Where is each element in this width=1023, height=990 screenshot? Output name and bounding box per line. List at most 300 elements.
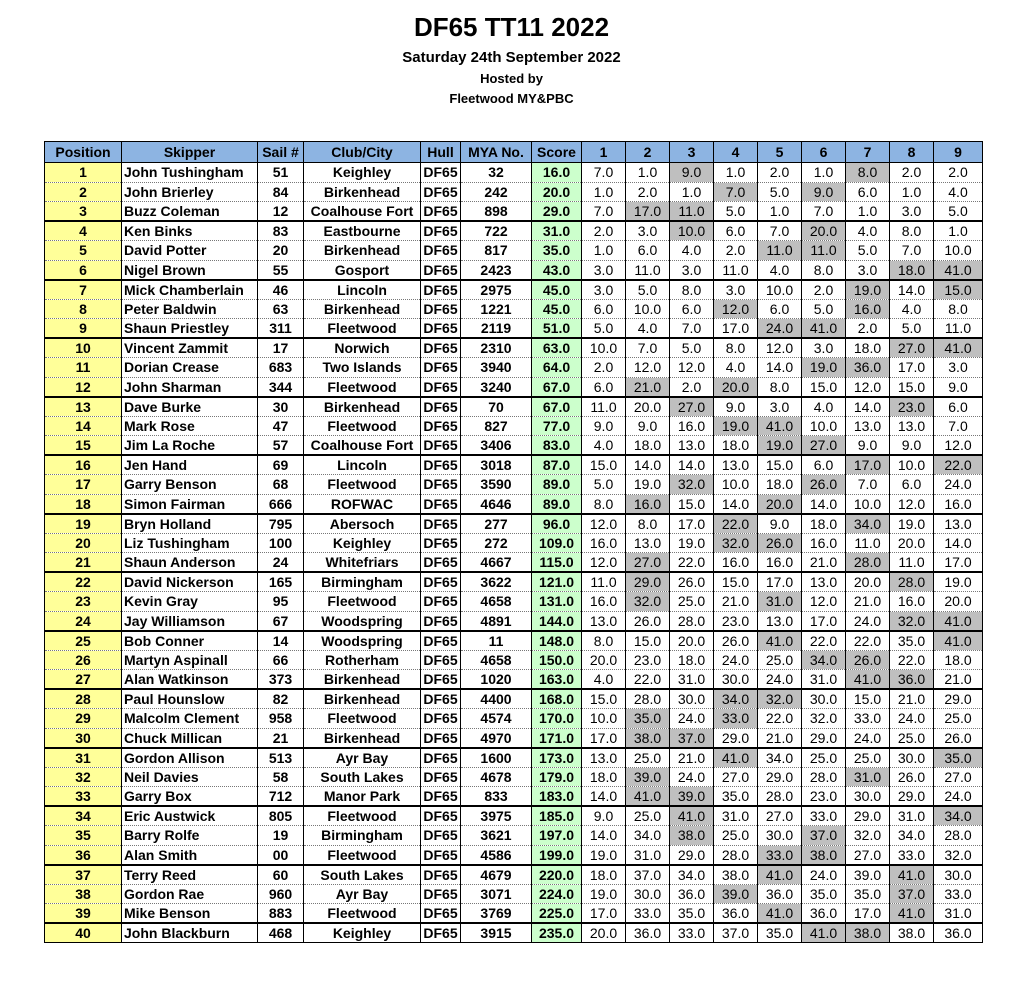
race-result-cell: 20.0 bbox=[802, 221, 846, 241]
race-result-cell: 2.0 bbox=[582, 358, 626, 378]
club-cell: Whitefriars bbox=[304, 553, 421, 573]
race-result-cell: 21.0 bbox=[802, 553, 846, 573]
race-result-cell: 37.0 bbox=[714, 923, 758, 943]
race-result-cell: 8.0 bbox=[758, 377, 802, 397]
race-result-cell: 24.0 bbox=[670, 767, 714, 787]
sail-number-cell: 95 bbox=[258, 592, 304, 612]
skipper-cell: John Brierley bbox=[122, 182, 258, 202]
race-result-cell: 33.0 bbox=[626, 904, 670, 924]
club-cell: Fleetwood bbox=[304, 806, 421, 826]
hull-cell: DF65 bbox=[421, 436, 461, 456]
club-cell: Fleetwood bbox=[304, 377, 421, 397]
table-row bbox=[45, 806, 983, 826]
race-result-cell: 9.0 bbox=[758, 514, 802, 534]
column-header: 6 bbox=[802, 142, 846, 163]
score-cell: 89.0 bbox=[532, 494, 582, 514]
race-result-cell: 19.0 bbox=[670, 533, 714, 553]
race-result-cell: 22.0 bbox=[670, 553, 714, 573]
mya-number-cell: 3071 bbox=[461, 884, 532, 904]
race-result-cell: 36.0 bbox=[802, 904, 846, 924]
table-row bbox=[45, 358, 983, 378]
race-result-cell: 25.0 bbox=[846, 748, 890, 768]
race-result-cell: 10.0 bbox=[626, 299, 670, 319]
race-result-cell: 29.0 bbox=[802, 728, 846, 748]
race-result-cell: 22.0 bbox=[758, 709, 802, 729]
position-cell: 35 bbox=[45, 826, 122, 846]
score-cell: 197.0 bbox=[532, 826, 582, 846]
race-result-cell: 24.0 bbox=[846, 728, 890, 748]
skipper-cell: Ken Binks bbox=[122, 221, 258, 241]
race-result-cell: 7.0 bbox=[626, 338, 670, 358]
race-result-cell: 26.0 bbox=[846, 650, 890, 670]
skipper-cell: Mike Benson bbox=[122, 904, 258, 924]
score-cell: 96.0 bbox=[532, 514, 582, 534]
hull-cell: DF65 bbox=[421, 299, 461, 319]
club-cell: Fleetwood bbox=[304, 416, 421, 436]
skipper-cell: Mark Rose bbox=[122, 416, 258, 436]
race-result-cell: 23.0 bbox=[714, 611, 758, 631]
race-result-cell: 16.0 bbox=[582, 533, 626, 553]
hull-cell: DF65 bbox=[421, 884, 461, 904]
race-result-cell: 22.0 bbox=[714, 514, 758, 534]
race-result-cell: 21.0 bbox=[890, 689, 934, 709]
hull-cell: DF65 bbox=[421, 533, 461, 553]
hull-cell: DF65 bbox=[421, 767, 461, 787]
mya-number-cell: 4891 bbox=[461, 611, 532, 631]
club-cell: Fleetwood bbox=[304, 845, 421, 865]
position-cell: 14 bbox=[45, 416, 122, 436]
hull-cell: DF65 bbox=[421, 514, 461, 534]
race-result-cell: 25.0 bbox=[758, 650, 802, 670]
race-result-cell: 41.0 bbox=[758, 416, 802, 436]
race-result-cell: 30.0 bbox=[714, 670, 758, 690]
race-result-cell: 30.0 bbox=[626, 884, 670, 904]
race-result-cell: 32.0 bbox=[934, 845, 983, 865]
race-result-cell: 13.0 bbox=[582, 611, 626, 631]
race-result-cell: 18.0 bbox=[670, 650, 714, 670]
race-result-cell: 7.0 bbox=[934, 416, 983, 436]
race-result-cell: 23.0 bbox=[802, 787, 846, 807]
mya-number-cell: 1600 bbox=[461, 748, 532, 768]
skipper-cell: Bryn Holland bbox=[122, 514, 258, 534]
position-cell: 13 bbox=[45, 397, 122, 417]
race-result-cell: 6.0 bbox=[582, 299, 626, 319]
hull-cell: DF65 bbox=[421, 748, 461, 768]
position-cell: 12 bbox=[45, 377, 122, 397]
skipper-cell: Malcolm Clement bbox=[122, 709, 258, 729]
race-result-cell: 1.0 bbox=[802, 163, 846, 183]
race-result-cell: 25.0 bbox=[626, 806, 670, 826]
mya-number-cell: 2975 bbox=[461, 280, 532, 300]
race-result-cell: 26.0 bbox=[714, 631, 758, 651]
sail-number-cell: 311 bbox=[258, 319, 304, 339]
race-result-cell: 29.0 bbox=[934, 689, 983, 709]
race-result-cell: 38.0 bbox=[670, 826, 714, 846]
club-cell: Birmingham bbox=[304, 572, 421, 592]
column-header: 9 bbox=[934, 142, 983, 163]
race-result-cell: 24.0 bbox=[890, 709, 934, 729]
hull-cell: DF65 bbox=[421, 689, 461, 709]
score-cell: 77.0 bbox=[532, 416, 582, 436]
race-result-cell: 2.0 bbox=[890, 163, 934, 183]
score-cell: 83.0 bbox=[532, 436, 582, 456]
score-cell: 170.0 bbox=[532, 709, 582, 729]
skipper-cell: Garry Benson bbox=[122, 475, 258, 495]
race-result-cell: 8.0 bbox=[582, 494, 626, 514]
race-result-cell: 12.0 bbox=[846, 377, 890, 397]
club-cell: ROFWAC bbox=[304, 494, 421, 514]
race-result-cell: 4.0 bbox=[802, 397, 846, 417]
race-result-cell: 4.0 bbox=[934, 182, 983, 202]
skipper-cell: John Tushingham bbox=[122, 163, 258, 183]
race-result-cell: 28.0 bbox=[670, 611, 714, 631]
skipper-cell: Peter Baldwin bbox=[122, 299, 258, 319]
mya-number-cell: 4574 bbox=[461, 709, 532, 729]
hull-cell: DF65 bbox=[421, 221, 461, 241]
race-result-cell: 1.0 bbox=[714, 163, 758, 183]
sail-number-cell: 30 bbox=[258, 397, 304, 417]
race-result-cell: 7.0 bbox=[714, 182, 758, 202]
column-header: MYA No. bbox=[461, 142, 532, 163]
race-result-cell: 33.0 bbox=[890, 845, 934, 865]
race-result-cell: 20.0 bbox=[934, 592, 983, 612]
race-result-cell: 26.0 bbox=[670, 572, 714, 592]
hull-cell: DF65 bbox=[421, 670, 461, 690]
race-result-cell: 8.0 bbox=[934, 299, 983, 319]
table-row bbox=[45, 514, 983, 534]
club-cell: Fleetwood bbox=[304, 592, 421, 612]
race-result-cell: 7.0 bbox=[890, 241, 934, 261]
race-result-cell: 15.0 bbox=[802, 377, 846, 397]
hull-cell: DF65 bbox=[421, 338, 461, 358]
sail-number-cell: 60 bbox=[258, 865, 304, 885]
race-result-cell: 41.0 bbox=[890, 865, 934, 885]
score-cell: 235.0 bbox=[532, 923, 582, 943]
sail-number-cell: 960 bbox=[258, 884, 304, 904]
hull-cell: DF65 bbox=[421, 377, 461, 397]
position-cell: 17 bbox=[45, 475, 122, 495]
race-result-cell: 17.0 bbox=[626, 202, 670, 222]
race-result-cell: 18.0 bbox=[934, 650, 983, 670]
club-cell: Birkenhead bbox=[304, 241, 421, 261]
mya-number-cell: 817 bbox=[461, 241, 532, 261]
race-result-cell: 4.0 bbox=[670, 241, 714, 261]
race-result-cell: 1.0 bbox=[582, 182, 626, 202]
race-result-cell: 12.0 bbox=[934, 436, 983, 456]
mya-number-cell: 3622 bbox=[461, 572, 532, 592]
race-result-cell: 19.0 bbox=[582, 884, 626, 904]
race-result-cell: 21.0 bbox=[714, 592, 758, 612]
race-result-cell: 9.0 bbox=[582, 416, 626, 436]
race-result-cell: 30.0 bbox=[758, 826, 802, 846]
score-cell: 148.0 bbox=[532, 631, 582, 651]
hull-cell: DF65 bbox=[421, 787, 461, 807]
race-result-cell: 4.0 bbox=[846, 221, 890, 241]
score-cell: 225.0 bbox=[532, 904, 582, 924]
score-cell: 224.0 bbox=[532, 884, 582, 904]
table-row bbox=[45, 865, 983, 885]
race-result-cell: 10.0 bbox=[670, 221, 714, 241]
position-cell: 39 bbox=[45, 904, 122, 924]
race-result-cell: 41.0 bbox=[846, 670, 890, 690]
race-result-cell: 8.0 bbox=[890, 221, 934, 241]
sail-number-cell: 14 bbox=[258, 631, 304, 651]
club-cell: Woodspring bbox=[304, 611, 421, 631]
skipper-cell: Alan Watkinson bbox=[122, 670, 258, 690]
mya-number-cell: 272 bbox=[461, 533, 532, 553]
race-result-cell: 6.0 bbox=[670, 299, 714, 319]
position-cell: 28 bbox=[45, 689, 122, 709]
column-header: Hull bbox=[421, 142, 461, 163]
race-result-cell: 14.0 bbox=[758, 358, 802, 378]
sail-number-cell: 344 bbox=[258, 377, 304, 397]
race-result-cell: 12.0 bbox=[890, 494, 934, 514]
hull-cell: DF65 bbox=[421, 182, 461, 202]
race-result-cell: 35.0 bbox=[846, 884, 890, 904]
race-result-cell: 20.0 bbox=[714, 377, 758, 397]
race-result-cell: 11.0 bbox=[758, 241, 802, 261]
club-cell: South Lakes bbox=[304, 865, 421, 885]
hull-cell: DF65 bbox=[421, 572, 461, 592]
race-result-cell: 12.0 bbox=[626, 358, 670, 378]
club-cell: Lincoln bbox=[304, 280, 421, 300]
race-result-cell: 3.0 bbox=[802, 338, 846, 358]
race-result-cell: 33.0 bbox=[714, 709, 758, 729]
skipper-cell: Gordon Allison bbox=[122, 748, 258, 768]
race-result-cell: 16.0 bbox=[582, 592, 626, 612]
skipper-cell: Liz Tushingham bbox=[122, 533, 258, 553]
page-title: DF65 TT11 2022 bbox=[413, 12, 610, 42]
race-result-cell: 41.0 bbox=[802, 319, 846, 339]
race-result-cell: 35.0 bbox=[802, 884, 846, 904]
race-result-cell: 30.0 bbox=[802, 689, 846, 709]
race-result-cell: 5.0 bbox=[626, 280, 670, 300]
race-result-cell: 6.0 bbox=[802, 455, 846, 475]
race-result-cell: 13.0 bbox=[890, 416, 934, 436]
score-cell: 45.0 bbox=[532, 299, 582, 319]
club-cell: Fleetwood bbox=[304, 319, 421, 339]
skipper-cell: Dorian Crease bbox=[122, 358, 258, 378]
race-result-cell: 41.0 bbox=[934, 611, 983, 631]
position-cell: 2 bbox=[45, 182, 122, 202]
table-row bbox=[45, 182, 983, 202]
position-cell: 9 bbox=[45, 319, 122, 339]
race-result-cell: 13.0 bbox=[802, 572, 846, 592]
club-cell: Birkenhead bbox=[304, 397, 421, 417]
score-cell: 16.0 bbox=[532, 163, 582, 183]
race-result-cell: 10.0 bbox=[582, 709, 626, 729]
position-cell: 34 bbox=[45, 806, 122, 826]
hull-cell: DF65 bbox=[421, 845, 461, 865]
race-result-cell: 17.0 bbox=[802, 611, 846, 631]
race-result-cell: 41.0 bbox=[890, 904, 934, 924]
race-result-cell: 12.0 bbox=[714, 299, 758, 319]
race-result-cell: 37.0 bbox=[626, 865, 670, 885]
skipper-cell: John Blackburn bbox=[122, 923, 258, 943]
score-cell: 171.0 bbox=[532, 728, 582, 748]
skipper-cell: David Potter bbox=[122, 241, 258, 261]
table-row bbox=[45, 767, 983, 787]
race-result-cell: 2.0 bbox=[934, 163, 983, 183]
club-cell: Fleetwood bbox=[304, 709, 421, 729]
club-cell: Keighley bbox=[304, 533, 421, 553]
mya-number-cell: 1020 bbox=[461, 670, 532, 690]
table-row bbox=[45, 689, 983, 709]
mya-number-cell: 833 bbox=[461, 787, 532, 807]
skipper-cell: Eric Austwick bbox=[122, 806, 258, 826]
race-result-cell: 34.0 bbox=[802, 650, 846, 670]
hull-cell: DF65 bbox=[421, 553, 461, 573]
club-cell: Coalhouse Fort bbox=[304, 436, 421, 456]
position-cell: 30 bbox=[45, 728, 122, 748]
sail-number-cell: 83 bbox=[258, 221, 304, 241]
mya-number-cell: 3975 bbox=[461, 806, 532, 826]
score-cell: 87.0 bbox=[532, 455, 582, 475]
position-cell: 31 bbox=[45, 748, 122, 768]
skipper-cell: Alan Smith bbox=[122, 845, 258, 865]
sail-number-cell: 47 bbox=[258, 416, 304, 436]
club-cell: Abersoch bbox=[304, 514, 421, 534]
hull-cell: DF65 bbox=[421, 397, 461, 417]
race-result-cell: 6.0 bbox=[934, 397, 983, 417]
score-cell: 64.0 bbox=[532, 358, 582, 378]
hull-cell: DF65 bbox=[421, 455, 461, 475]
race-result-cell: 10.0 bbox=[890, 455, 934, 475]
race-result-cell: 24.0 bbox=[758, 319, 802, 339]
race-result-cell: 8.0 bbox=[626, 514, 670, 534]
race-result-cell: 37.0 bbox=[802, 826, 846, 846]
race-result-cell: 13.0 bbox=[758, 611, 802, 631]
race-result-cell: 3.0 bbox=[626, 221, 670, 241]
race-result-cell: 16.0 bbox=[890, 592, 934, 612]
race-result-cell: 11.0 bbox=[626, 260, 670, 280]
column-header: Skipper bbox=[122, 142, 258, 163]
race-result-cell: 28.0 bbox=[758, 787, 802, 807]
position-cell: 24 bbox=[45, 611, 122, 631]
race-result-cell: 21.0 bbox=[626, 377, 670, 397]
position-cell: 4 bbox=[45, 221, 122, 241]
hull-cell: DF65 bbox=[421, 709, 461, 729]
race-result-cell: 8.0 bbox=[714, 338, 758, 358]
score-cell: 89.0 bbox=[532, 475, 582, 495]
column-header: 1 bbox=[582, 142, 626, 163]
hull-cell: DF65 bbox=[421, 631, 461, 651]
sail-number-cell: 795 bbox=[258, 514, 304, 534]
sail-number-cell: 63 bbox=[258, 299, 304, 319]
race-result-cell: 3.0 bbox=[582, 280, 626, 300]
club-cell: Coalhouse Fort bbox=[304, 202, 421, 222]
race-result-cell: 21.0 bbox=[758, 728, 802, 748]
mya-number-cell: 722 bbox=[461, 221, 532, 241]
mya-number-cell: 4400 bbox=[461, 689, 532, 709]
table-row bbox=[45, 884, 983, 904]
race-result-cell: 34.0 bbox=[670, 865, 714, 885]
race-result-cell: 25.0 bbox=[714, 826, 758, 846]
skipper-cell: Gordon Rae bbox=[122, 884, 258, 904]
score-cell: 121.0 bbox=[532, 572, 582, 592]
mya-number-cell: 32 bbox=[461, 163, 532, 183]
mya-number-cell: 3590 bbox=[461, 475, 532, 495]
race-result-cell: 36.0 bbox=[670, 884, 714, 904]
score-cell: 67.0 bbox=[532, 377, 582, 397]
race-result-cell: 12.0 bbox=[758, 338, 802, 358]
race-result-cell: 15.0 bbox=[582, 455, 626, 475]
race-result-cell: 10.0 bbox=[846, 494, 890, 514]
race-result-cell: 5.0 bbox=[846, 241, 890, 261]
race-result-cell: 14.0 bbox=[582, 787, 626, 807]
club-cell: Fleetwood bbox=[304, 475, 421, 495]
race-result-cell: 24.0 bbox=[846, 611, 890, 631]
race-result-cell: 28.0 bbox=[890, 572, 934, 592]
club-cell: Lincoln bbox=[304, 455, 421, 475]
table-row bbox=[45, 494, 983, 514]
race-result-cell: 16.0 bbox=[846, 299, 890, 319]
hull-cell: DF65 bbox=[421, 163, 461, 183]
sail-number-cell: 883 bbox=[258, 904, 304, 924]
race-result-cell: 11.0 bbox=[582, 397, 626, 417]
race-result-cell: 41.0 bbox=[758, 904, 802, 924]
race-result-cell: 24.0 bbox=[714, 650, 758, 670]
score-cell: 131.0 bbox=[532, 592, 582, 612]
club-cell: Rotherham bbox=[304, 650, 421, 670]
race-result-cell: 10.0 bbox=[802, 416, 846, 436]
mya-number-cell: 4658 bbox=[461, 650, 532, 670]
race-result-cell: 10.0 bbox=[758, 280, 802, 300]
score-cell: 185.0 bbox=[532, 806, 582, 826]
hull-cell: DF65 bbox=[421, 475, 461, 495]
sail-number-cell: 66 bbox=[258, 650, 304, 670]
hull-cell: DF65 bbox=[421, 494, 461, 514]
table-row bbox=[45, 475, 983, 495]
race-result-cell: 31.0 bbox=[890, 806, 934, 826]
race-result-cell: 27.0 bbox=[934, 767, 983, 787]
sail-number-cell: 82 bbox=[258, 689, 304, 709]
race-result-cell: 10.0 bbox=[582, 338, 626, 358]
race-result-cell: 7.0 bbox=[670, 319, 714, 339]
race-result-cell: 31.0 bbox=[670, 670, 714, 690]
race-result-cell: 11.0 bbox=[670, 202, 714, 222]
table-row bbox=[45, 592, 983, 612]
hull-cell: DF65 bbox=[421, 904, 461, 924]
sail-number-cell: 100 bbox=[258, 533, 304, 553]
race-result-cell: 26.0 bbox=[934, 728, 983, 748]
race-result-cell: 7.0 bbox=[846, 475, 890, 495]
race-result-cell: 3.0 bbox=[934, 358, 983, 378]
race-result-cell: 4.0 bbox=[582, 436, 626, 456]
race-result-cell: 6.0 bbox=[714, 221, 758, 241]
race-result-cell: 5.0 bbox=[758, 182, 802, 202]
race-result-cell: 21.0 bbox=[846, 592, 890, 612]
mya-number-cell: 242 bbox=[461, 182, 532, 202]
race-result-cell: 25.0 bbox=[890, 728, 934, 748]
race-result-cell: 35.0 bbox=[758, 923, 802, 943]
score-cell: 63.0 bbox=[532, 338, 582, 358]
race-result-cell: 4.0 bbox=[890, 299, 934, 319]
race-result-cell: 22.0 bbox=[802, 631, 846, 651]
skipper-cell: Vincent Zammit bbox=[122, 338, 258, 358]
race-result-cell: 26.0 bbox=[626, 611, 670, 631]
race-result-cell: 18.0 bbox=[802, 514, 846, 534]
position-cell: 27 bbox=[45, 670, 122, 690]
race-result-cell: 20.0 bbox=[582, 923, 626, 943]
race-result-cell: 24.0 bbox=[758, 670, 802, 690]
score-cell: 20.0 bbox=[532, 182, 582, 202]
race-result-cell: 1.0 bbox=[846, 202, 890, 222]
table-row bbox=[45, 377, 983, 397]
race-result-cell: 14.0 bbox=[846, 397, 890, 417]
sail-number-cell: 46 bbox=[258, 280, 304, 300]
race-result-cell: 13.0 bbox=[670, 436, 714, 456]
